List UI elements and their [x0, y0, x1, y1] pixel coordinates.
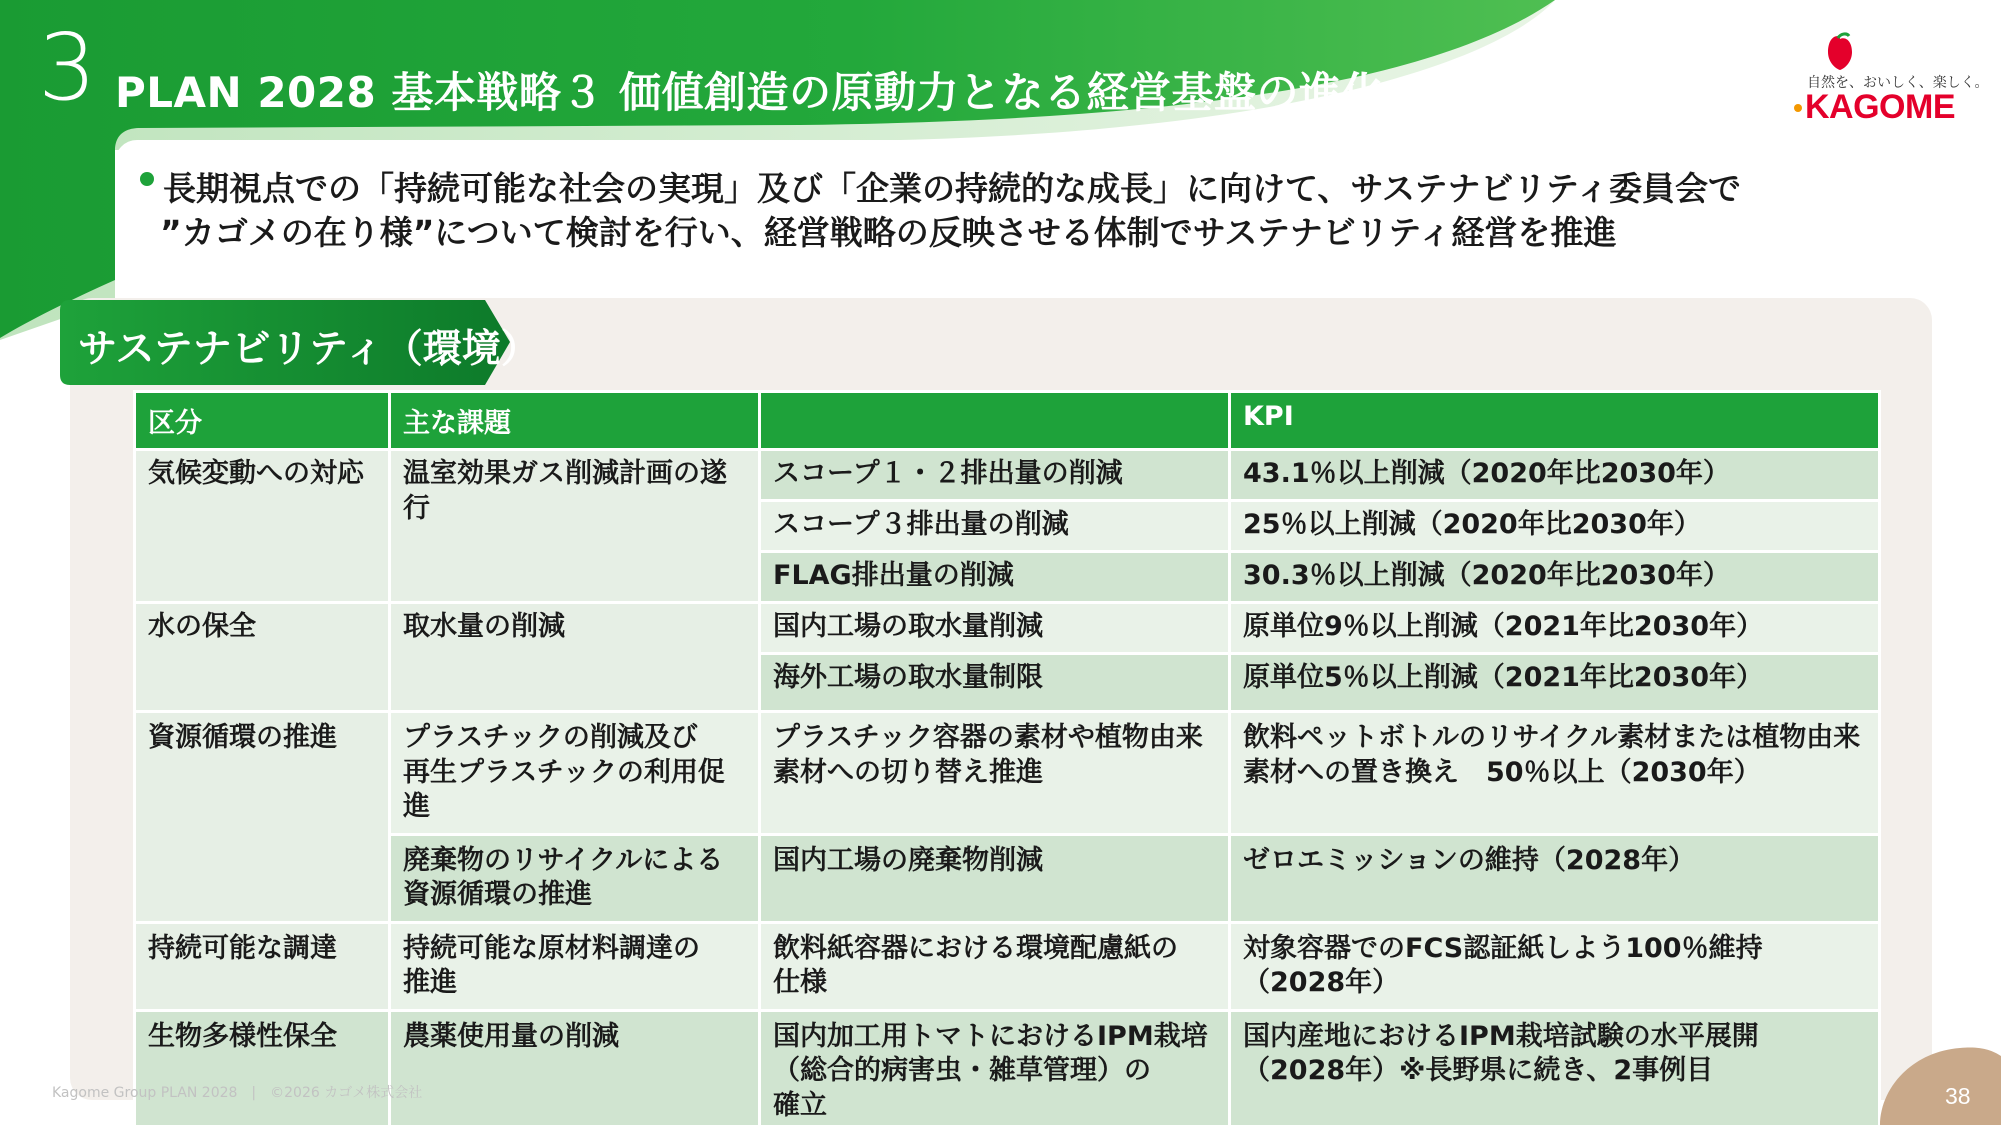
kpi-cell: 対象容器でのFCS認証紙しよう100％維持 （2028年）	[1230, 922, 1880, 1010]
kpi-cell: 25％以上削減（2020年比2030年）	[1230, 501, 1880, 552]
measure-cell: 海外工場の取水量制限	[760, 654, 1230, 712]
topic-cell: 農薬使用量の削減	[390, 1010, 760, 1125]
measure-cell: 国内加工用トマトにおけるIPM栽培 （総合的病害虫・雑草管理）の 確立	[760, 1010, 1230, 1125]
measure-cell: スコープ３排出量の削減	[760, 501, 1230, 552]
table-row	[135, 712, 1880, 835]
topic-cell: 廃棄物のリサイクルによる 資源循環の推進	[390, 834, 760, 922]
table-row	[135, 450, 1880, 501]
kpi-cell: 国内産地におけるIPM栽培試験の水平展開 （2028年）※長野県に続き、2事例目	[1230, 1010, 1880, 1125]
intro-line-2: ”カゴメの在り様”について検討を行い、経営戦略の反映させる体制でサステナビリティ経営を推進	[160, 213, 1617, 252]
table-row	[135, 1010, 1880, 1125]
section-number: 3	[38, 14, 97, 121]
measure-cell: 国内工場の廃棄物削減	[760, 834, 1230, 922]
category-cell: 水の保全	[135, 603, 390, 712]
category-cell: 生物多様性保全	[135, 1010, 390, 1125]
table-row	[135, 922, 1880, 1010]
table-row	[135, 834, 1880, 922]
kpi-cell: ゼロエミッションの維持（2028年）	[1230, 834, 1880, 922]
page-number-blob	[1880, 1040, 2001, 1125]
table-row	[135, 603, 1880, 654]
logo-wordmark: KAGOME	[1805, 88, 1955, 126]
kpi-cell: 原単位9％以上削減（2021年比2030年）	[1230, 603, 1880, 654]
measure-cell: 国内工場の取水量削減	[760, 603, 1230, 654]
kpi-cell: 飲料ペットボトルのリサイクル素材または植物由来 素材への置き換え 50％以上（2030年）	[1230, 712, 1880, 835]
header-topic: 主な課題	[390, 392, 760, 450]
footer-copyright: Kagome Group PLAN 2028 | ©2026 カゴメ株式会社	[52, 1085, 423, 1101]
bullet-icon	[140, 172, 154, 186]
measure-cell: プラスチック容器の素材や植物由来 素材への切り替え推進	[760, 712, 1230, 835]
measure-cell: 飲料紙容器における環境配慮紙の 仕様	[760, 922, 1230, 1010]
header-measure	[760, 392, 1230, 450]
kpi-cell: 原単位5％以上削減（2021年比2030年）	[1230, 654, 1880, 712]
kpi-table	[133, 390, 1881, 1125]
table-header-row	[135, 392, 1880, 450]
measure-cell: スコープ１・２排出量の削減	[760, 450, 1230, 501]
topic-cell: 温室効果ガス削減計画の遂行	[390, 450, 760, 603]
section-tag-label: サステナビリティ（環境）	[78, 327, 540, 372]
page-title: PLAN 2028 基本戦略３ 価値創造の原動力となる経営基盤の進化	[115, 68, 1384, 117]
page-number: 38	[1945, 1083, 1971, 1109]
kpi-cell: 30.3％以上削減（2020年比2030年）	[1230, 552, 1880, 603]
category-cell: 持続可能な調達	[135, 922, 390, 1010]
measure-cell: FLAG排出量の削減	[760, 552, 1230, 603]
header-category: 区分	[135, 392, 390, 450]
topic-cell: 持続可能な原材料調達の 推進	[390, 922, 760, 1010]
category-cell: 気候変動への対応	[135, 450, 390, 603]
header-kpi: KPI	[1230, 392, 1880, 450]
kpi-cell: 43.1％以上削減（2020年比2030年）	[1230, 450, 1880, 501]
category-cell: 資源循環の推進	[135, 712, 390, 923]
topic-cell: 取水量の削減	[390, 603, 760, 712]
intro-line-1: 長期視点での「持続可能な社会の実現」及び「企業の持続的な成長」に向けて、サステナビリティ委員会で	[163, 169, 1742, 208]
topic-cell: プラスチックの削減及び 再生プラスチックの利用促進	[390, 712, 760, 835]
logo-tagline: 自然を、おいしく、楽しく。	[1807, 75, 1989, 91]
